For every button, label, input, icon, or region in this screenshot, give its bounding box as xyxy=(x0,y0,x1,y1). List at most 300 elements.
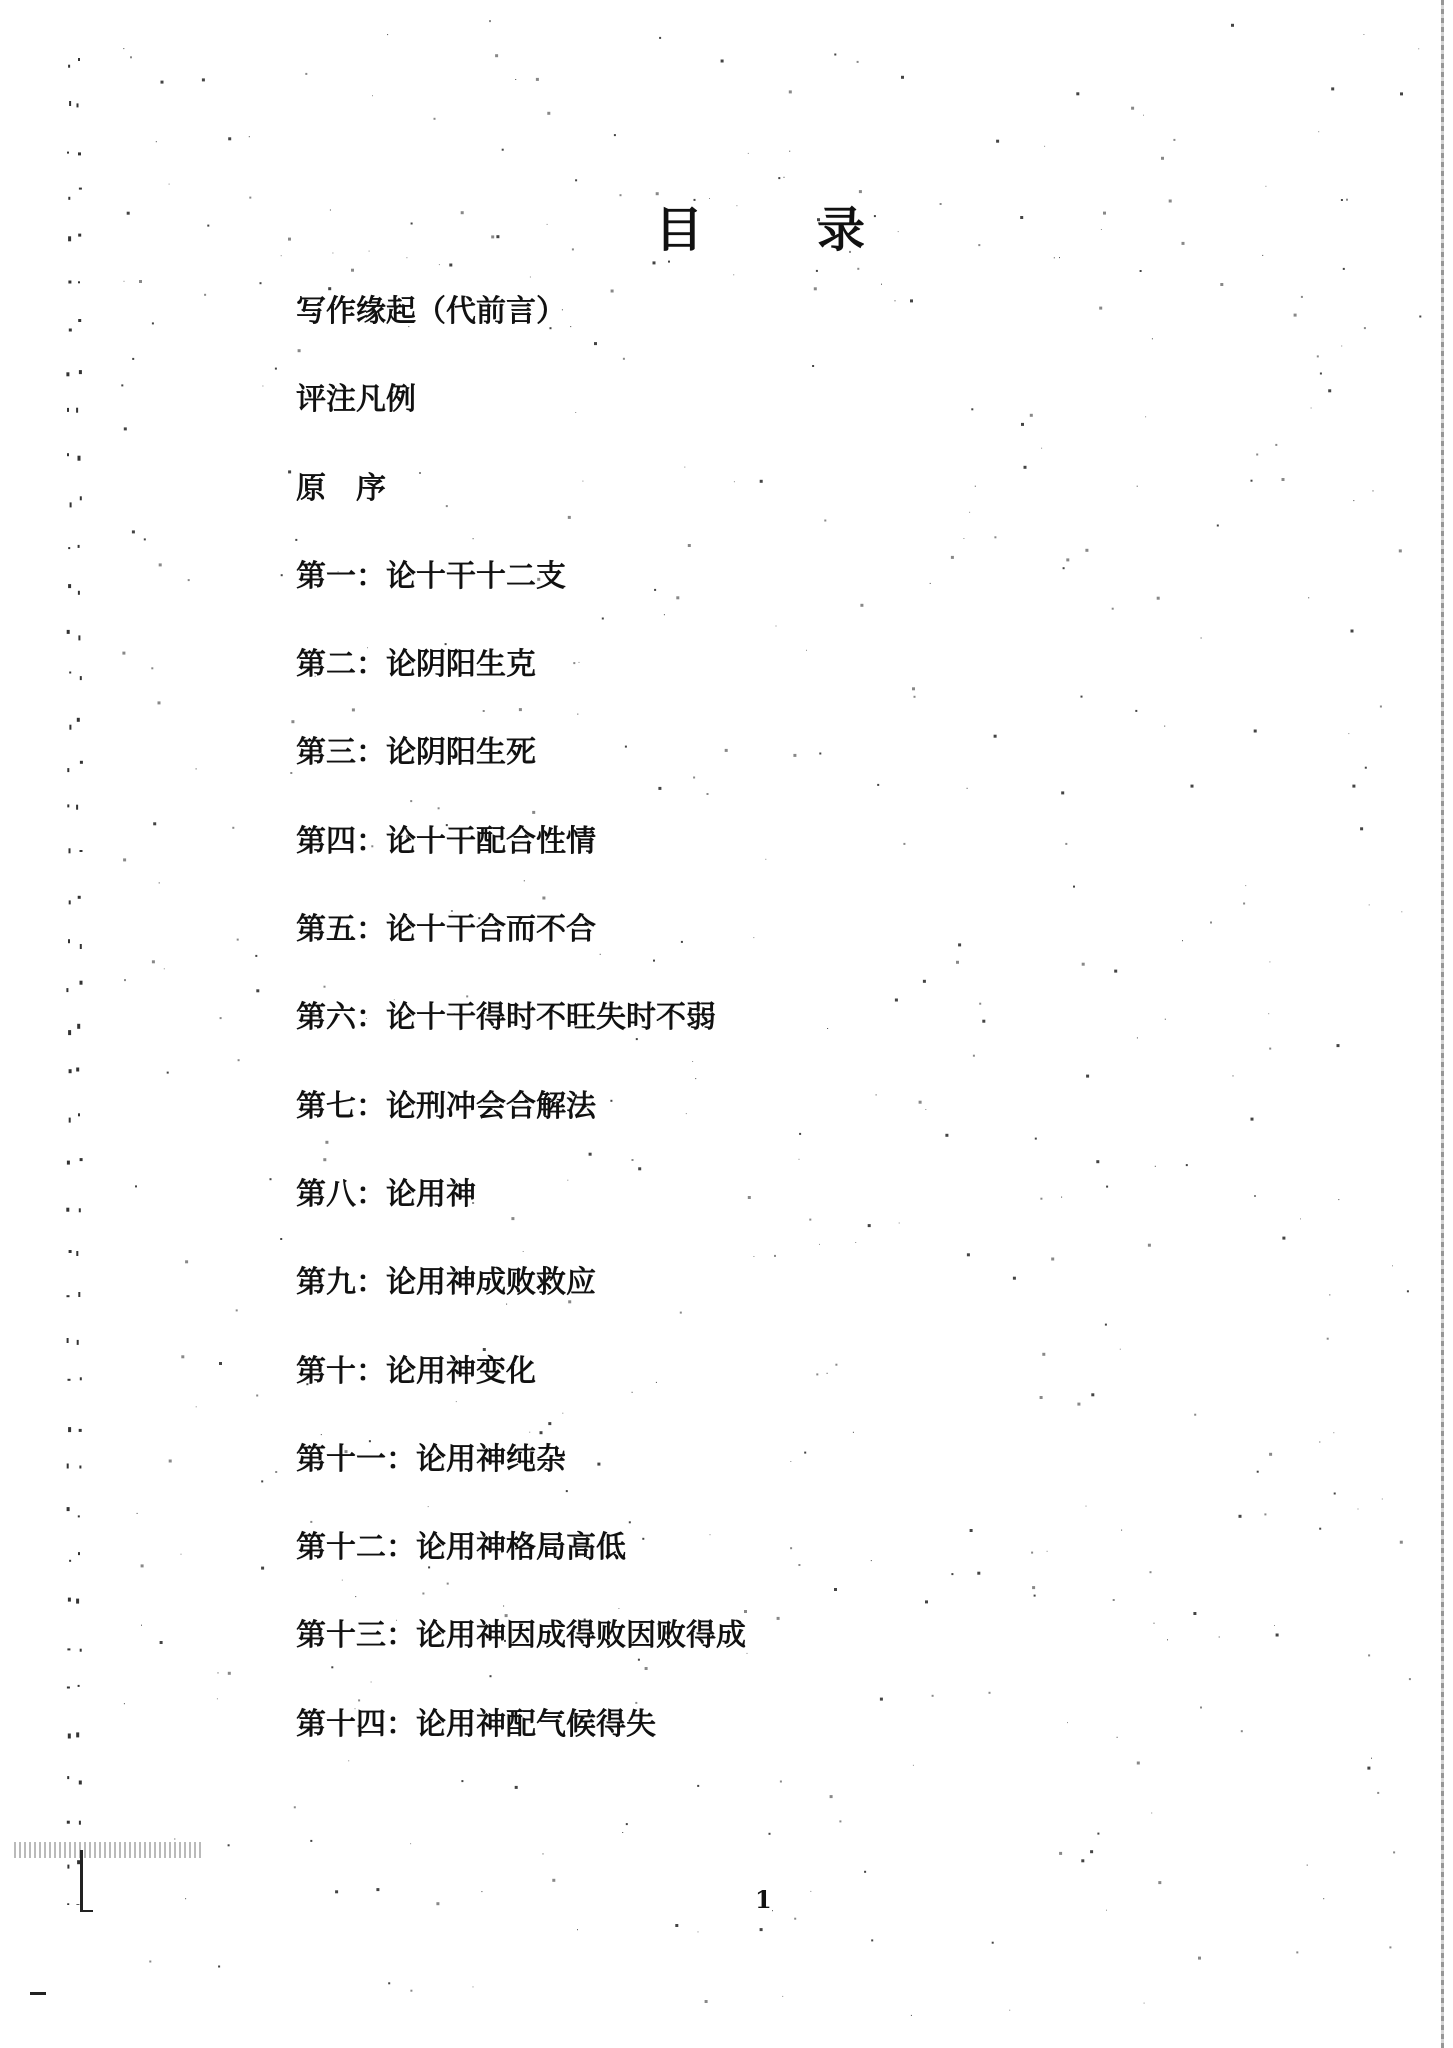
scan-speck xyxy=(124,1703,125,1704)
scan-speck xyxy=(857,268,859,270)
scan-speck xyxy=(159,882,160,883)
scan-speck xyxy=(275,1471,277,1473)
scan-speck xyxy=(124,979,126,981)
scan-speck xyxy=(1151,1813,1152,1814)
margin-speck xyxy=(68,1734,71,1739)
scan-speck xyxy=(167,1072,169,1074)
scan-speck xyxy=(1161,157,1164,160)
toc-entry-chapter-1[interactable]: 第一：论十干十二支 xyxy=(296,558,566,594)
scan-speck xyxy=(1131,107,1134,110)
scan-speck xyxy=(1341,346,1342,347)
scan-speck xyxy=(1331,87,1334,90)
scan-speck xyxy=(232,827,234,829)
scan-speck xyxy=(614,134,616,136)
scan-speck xyxy=(1217,525,1219,527)
scan-speck xyxy=(1282,1237,1285,1240)
scan-speck xyxy=(1346,199,1348,201)
scan-speck xyxy=(1254,730,1257,733)
margin-speck xyxy=(80,981,83,985)
scan-speck xyxy=(1323,1898,1324,1899)
scan-speck xyxy=(141,1564,144,1567)
toc-entry-chapter-8[interactable]: 第八：论用神 xyxy=(296,1176,476,1212)
scan-speck xyxy=(1251,1118,1254,1121)
margin-speck xyxy=(78,319,81,322)
margin-speck xyxy=(67,1776,69,1779)
scan-speck xyxy=(515,79,516,80)
scan-smudge xyxy=(14,1842,204,1858)
margin-speck xyxy=(69,900,71,904)
margin-speck xyxy=(78,152,81,155)
scan-speck xyxy=(1054,257,1055,258)
scan-speck xyxy=(772,1910,773,1911)
scan-speck xyxy=(830,1795,833,1798)
scan-speck xyxy=(1400,1541,1403,1544)
scan-speck xyxy=(1337,1044,1340,1047)
scan-speck xyxy=(159,563,162,566)
scan-speck xyxy=(236,1309,238,1311)
scan-speck xyxy=(1351,630,1354,633)
scan-speck xyxy=(141,1625,142,1626)
scan-speck xyxy=(130,56,132,58)
scan-speck xyxy=(1392,1265,1393,1266)
scan-speck xyxy=(1319,1442,1320,1443)
margin-speck xyxy=(69,1069,72,1073)
margin-speck xyxy=(79,1466,81,1469)
scan-speck xyxy=(1308,597,1309,598)
scan-speck xyxy=(1262,255,1263,256)
scan-speck xyxy=(760,1928,763,1931)
scan-speck xyxy=(1241,1730,1243,1732)
binding-holes-margin xyxy=(62,55,96,1905)
scan-speck xyxy=(152,322,154,324)
margin-speck xyxy=(79,188,82,190)
margin-speck xyxy=(68,1379,71,1381)
scan-speck xyxy=(1269,1453,1272,1456)
scan-speck xyxy=(1300,1218,1301,1219)
scan-speck xyxy=(281,255,282,256)
scan-speck xyxy=(228,137,231,140)
margin-speck xyxy=(67,1821,70,1824)
scan-speck xyxy=(1201,638,1202,639)
scan-speck xyxy=(473,1986,474,1987)
margin-speck xyxy=(80,496,82,500)
scan-speck xyxy=(1076,92,1079,95)
scan-speck xyxy=(121,384,123,386)
margin-speck xyxy=(76,1251,78,1256)
margin-speck xyxy=(68,1427,71,1432)
scan-speck xyxy=(864,1871,866,1873)
scan-speck xyxy=(1081,1859,1084,1862)
margin-speck xyxy=(69,725,71,730)
scan-speck xyxy=(622,1832,623,1833)
scan-speck xyxy=(387,34,388,35)
scan-speck xyxy=(153,822,156,825)
scan-speck xyxy=(1144,2003,1145,2004)
scan-speck xyxy=(124,427,127,430)
toc-entry-chapter-9[interactable]: 第九：论用神成败救应 xyxy=(296,1265,596,1301)
scan-speck xyxy=(1103,212,1106,215)
margin-speck xyxy=(77,1340,79,1345)
scan-speck xyxy=(151,667,153,669)
scan-speck xyxy=(496,235,499,238)
scan-speck xyxy=(280,1238,282,1240)
scan-speck xyxy=(406,257,407,258)
scan-speck xyxy=(1182,242,1185,245)
scan-speck xyxy=(1097,1833,1099,1835)
margin-speck xyxy=(76,1904,79,1905)
scan-speck xyxy=(249,197,251,199)
scan-speck xyxy=(290,772,292,774)
scan-speck xyxy=(1380,706,1382,708)
margin-speck xyxy=(78,1515,80,1517)
scan-speck xyxy=(261,1480,263,1482)
margin-speck xyxy=(69,329,72,332)
scan-speck xyxy=(1294,314,1297,317)
margin-speck xyxy=(78,1113,80,1116)
scan-speck xyxy=(305,73,307,75)
page-edge-shadow xyxy=(1441,0,1444,2048)
scan-speck xyxy=(572,248,574,250)
margin-speck xyxy=(80,761,83,764)
scan-speck xyxy=(839,1820,841,1822)
margin-speck xyxy=(78,281,80,283)
scan-speck xyxy=(502,149,504,151)
toc-entry-chapter-10[interactable]: 第十：论用神变化 xyxy=(296,1353,536,1389)
margin-speck xyxy=(76,805,78,810)
scan-speck xyxy=(834,54,836,56)
scan-speck xyxy=(733,274,734,275)
scan-speck xyxy=(1407,1290,1409,1292)
margin-speck xyxy=(67,1865,69,1869)
scan-speck xyxy=(1251,480,1253,482)
scan-speck xyxy=(217,1698,218,1699)
scan-speck xyxy=(978,244,980,246)
scan-speck xyxy=(1239,1515,1242,1518)
scan-speck xyxy=(332,253,333,254)
scan-speck xyxy=(181,1355,184,1358)
scan-speck xyxy=(218,1672,219,1673)
toc-entry-original-preface[interactable]: 原 序 xyxy=(296,470,386,506)
margin-speck xyxy=(67,1338,69,1343)
scan-speck xyxy=(122,652,125,655)
margin-speck xyxy=(78,1685,80,1687)
scan-speck xyxy=(124,281,125,282)
margin-speck xyxy=(68,1030,71,1035)
scan-speck xyxy=(372,95,373,96)
scan-speck xyxy=(256,1395,258,1397)
scan-speck xyxy=(152,960,155,963)
scan-speck xyxy=(1233,1075,1234,1076)
scan-speck xyxy=(1101,229,1102,230)
scan-speck xyxy=(543,1853,544,1854)
scan-speck xyxy=(789,151,790,152)
scan-speck xyxy=(857,61,859,63)
scan-speck xyxy=(261,1567,264,1570)
margin-speck xyxy=(67,1903,69,1905)
scan-speck xyxy=(204,294,206,296)
margin-speck xyxy=(67,453,69,456)
scan-speck xyxy=(996,140,999,143)
scan-speck xyxy=(659,37,661,39)
margin-speck xyxy=(68,939,70,943)
toc-entry-chapter-6[interactable]: 第六：论十干得时不旺失时不弱 xyxy=(296,1000,716,1036)
scan-speck xyxy=(1269,1048,1271,1050)
margin-speck xyxy=(69,1118,71,1123)
scan-speck xyxy=(461,211,464,214)
scan-speck xyxy=(1319,1528,1321,1530)
scan-speck xyxy=(310,1840,312,1842)
margin-speck xyxy=(67,804,69,807)
scan-speck xyxy=(881,284,882,285)
scan-speck xyxy=(1198,1957,1201,1960)
scan-speck xyxy=(1090,1850,1093,1853)
scan-speck xyxy=(789,90,792,93)
margin-speck xyxy=(67,1295,70,1297)
margin-speck xyxy=(80,944,82,949)
scan-speck xyxy=(1200,1707,1202,1709)
scan-speck xyxy=(1268,1013,1269,1014)
scan-speck xyxy=(1282,478,1285,481)
scan-speck xyxy=(810,1891,811,1892)
scan-speck xyxy=(1256,454,1258,456)
scan-speck xyxy=(1343,268,1345,270)
toc-entry-preface[interactable]: 写作缘起（代前言） xyxy=(296,294,566,329)
toc-entry-chapter-2[interactable]: 第二：论阴阳生克 xyxy=(296,647,536,683)
scan-speck xyxy=(202,78,205,81)
toc-entry-chapter-13[interactable]: 第十三：论用神因成得败因败得成 xyxy=(296,1618,746,1654)
scan-speck xyxy=(874,215,876,217)
toc-entry-chapter-4[interactable]: 第四：论十干配合性情 xyxy=(296,823,596,859)
scan-speck xyxy=(291,720,294,723)
scan-speck xyxy=(748,153,749,154)
scan-speck xyxy=(816,270,818,272)
margin-speck xyxy=(78,635,80,640)
page-number: 1 xyxy=(755,1885,772,1914)
scan-speck xyxy=(135,1185,137,1187)
scan-speck xyxy=(1275,444,1277,446)
scan-speck xyxy=(911,2015,912,2016)
scan-speck xyxy=(1382,1499,1383,1500)
scan-speck xyxy=(196,768,197,769)
scan-speck xyxy=(288,470,291,473)
scan-speck xyxy=(1257,1471,1259,1473)
scan-speck xyxy=(705,2000,708,2003)
margin-speck xyxy=(78,1552,80,1555)
margin-speck xyxy=(67,408,69,412)
scan-speck xyxy=(249,136,250,137)
margin-speck xyxy=(67,1464,69,1469)
scan-speck xyxy=(1276,1634,1279,1637)
margin-speck xyxy=(69,1560,71,1562)
scan-speck xyxy=(294,1806,296,1808)
scan-speck xyxy=(185,1898,186,1899)
scan-speck xyxy=(901,76,904,79)
margin-speck xyxy=(79,1781,82,1785)
scan-speck xyxy=(495,54,498,57)
margin-speck xyxy=(67,630,70,634)
margin-speck xyxy=(76,1732,79,1737)
scan-speck xyxy=(169,1460,172,1463)
scan-speck xyxy=(721,60,724,63)
scan-speck xyxy=(237,939,239,941)
margin-speck xyxy=(68,65,70,68)
scan-speck xyxy=(1265,186,1266,187)
scan-speck xyxy=(255,955,257,957)
scan-speck xyxy=(1158,1881,1161,1884)
margin-speck xyxy=(78,58,80,61)
scan-speck xyxy=(137,1513,138,1514)
scan-speck xyxy=(238,1059,240,1061)
scan-speck xyxy=(275,368,277,370)
scan-speck xyxy=(1307,1865,1308,1866)
scan-speck xyxy=(626,1823,628,1825)
scan-speck xyxy=(675,1924,678,1927)
scan-speck xyxy=(1400,92,1403,95)
scan-speck xyxy=(410,1990,412,1992)
scan-speck xyxy=(174,1839,175,1840)
scan-speck xyxy=(411,223,413,225)
margin-speck xyxy=(80,1649,82,1652)
scan-speck xyxy=(449,264,452,267)
scan-speck xyxy=(1358,1509,1359,1510)
scan-speck xyxy=(1020,216,1023,219)
scan-speck xyxy=(491,235,494,238)
toc-entry-chapter-14[interactable]: 第十四：论用神配气候得失 xyxy=(296,1706,656,1742)
scan-speck xyxy=(1401,911,1402,912)
scan-speck xyxy=(188,579,190,581)
scan-speck xyxy=(1317,355,1319,357)
scan-speck xyxy=(1333,1432,1334,1433)
scan-speck xyxy=(164,968,165,969)
scan-speck xyxy=(160,1641,163,1644)
scan-speck xyxy=(1143,115,1144,116)
scan-speck xyxy=(1341,199,1343,201)
scan-speck xyxy=(1219,1637,1220,1638)
scan-speck xyxy=(489,20,491,22)
scan-speck xyxy=(481,1891,482,1892)
margin-speck xyxy=(67,1161,70,1165)
scan-speck xyxy=(1140,270,1142,272)
margin-speck xyxy=(76,1068,79,1072)
margin-speck xyxy=(78,1292,80,1297)
scan-speck xyxy=(1338,1199,1339,1200)
scan-speck xyxy=(161,81,164,84)
margin-bracket-mark xyxy=(80,1850,93,1912)
scan-speck xyxy=(940,203,942,205)
table-of-contents xyxy=(296,287,1196,1788)
scan-speck xyxy=(1327,1338,1329,1340)
margin-speck xyxy=(78,591,80,595)
scan-speck xyxy=(577,1929,578,1930)
scan-speck xyxy=(1364,327,1366,329)
margin-speck xyxy=(68,1598,71,1602)
scan-speck xyxy=(369,251,370,252)
scan-speck xyxy=(992,1942,994,1944)
scan-speck xyxy=(132,358,134,360)
scan-speck xyxy=(1367,1767,1370,1770)
toc-entry-chapter-12[interactable]: 第十二：论用神格局高低 xyxy=(296,1530,626,1566)
scan-speck xyxy=(620,194,622,196)
margin-speck xyxy=(69,1250,72,1253)
scan-speck xyxy=(1334,1493,1336,1495)
toc-entry-chapter-5[interactable]: 第五：论十干合而不合 xyxy=(296,912,596,948)
scan-speck xyxy=(156,141,157,142)
scan-speck xyxy=(1009,2010,1010,2011)
margin-speck xyxy=(77,718,80,722)
scan-speck xyxy=(351,269,354,272)
scan-speck xyxy=(1368,1654,1370,1656)
scan-speck xyxy=(260,282,262,284)
margin-speck xyxy=(69,848,71,853)
margin-speck xyxy=(79,370,82,374)
scan-speck xyxy=(1360,827,1363,830)
toc-entry-chapter-3[interactable]: 第三：论阴阳生死 xyxy=(296,735,536,771)
scan-speck xyxy=(149,1961,151,1963)
scan-speck xyxy=(219,1362,222,1365)
margin-speck xyxy=(78,234,81,237)
margin-speck xyxy=(76,408,78,413)
scan-speck xyxy=(794,1918,796,1920)
scan-speck xyxy=(530,277,531,278)
scan-speck xyxy=(185,1260,188,1263)
toc-entry-chapter-11[interactable]: 第十一：论用神纯杂 xyxy=(296,1441,566,1477)
scan-speck xyxy=(871,1939,873,1941)
scan-speck xyxy=(1377,1792,1379,1794)
scan-speck xyxy=(228,1672,231,1675)
scan-speck xyxy=(1059,257,1060,258)
scan-speck xyxy=(228,1844,230,1846)
margin-speck xyxy=(68,197,70,200)
scan-speck xyxy=(388,1982,390,1984)
scan-speck xyxy=(1399,549,1402,552)
margin-speck xyxy=(66,1208,69,1212)
scan-speck xyxy=(1371,1758,1372,1759)
scan-speck xyxy=(1059,1852,1062,1855)
scan-speck xyxy=(1264,1513,1266,1515)
scan-speck xyxy=(181,1554,182,1555)
scan-speck xyxy=(1365,767,1367,769)
scan-speck xyxy=(436,1902,439,1905)
scan-speck xyxy=(1393,1851,1395,1853)
scan-speck xyxy=(330,210,331,211)
scan-speck xyxy=(1311,408,1312,409)
margin-speck xyxy=(67,1648,70,1650)
scan-speck xyxy=(782,1996,783,1997)
scan-speck xyxy=(778,177,780,179)
scan-speck xyxy=(1328,389,1331,392)
margin-speck xyxy=(69,672,71,674)
scan-speck xyxy=(139,280,142,283)
scan-speck xyxy=(698,1931,699,1932)
toc-entry-annotation-notes[interactable]: 评注凡例 xyxy=(296,382,416,418)
scan-speck xyxy=(1419,316,1421,318)
margin-speck xyxy=(80,1377,82,1380)
scan-speck xyxy=(1044,146,1045,147)
scan-speck xyxy=(653,261,656,264)
scan-speck xyxy=(1231,24,1234,27)
margin-speck xyxy=(67,152,69,154)
toc-entry-chapter-7[interactable]: 第七：论刑冲会合解法 xyxy=(296,1088,596,1124)
scan-speck xyxy=(1369,904,1370,905)
scan-speck xyxy=(1329,1294,1330,1295)
margin-speck xyxy=(76,1599,79,1604)
scan-speck xyxy=(127,212,130,215)
scan-speck xyxy=(1243,903,1245,905)
scan-speck xyxy=(1409,1678,1411,1680)
margin-speck xyxy=(77,1024,80,1029)
scan-speck xyxy=(1373,490,1374,491)
margin-speck xyxy=(70,502,72,507)
